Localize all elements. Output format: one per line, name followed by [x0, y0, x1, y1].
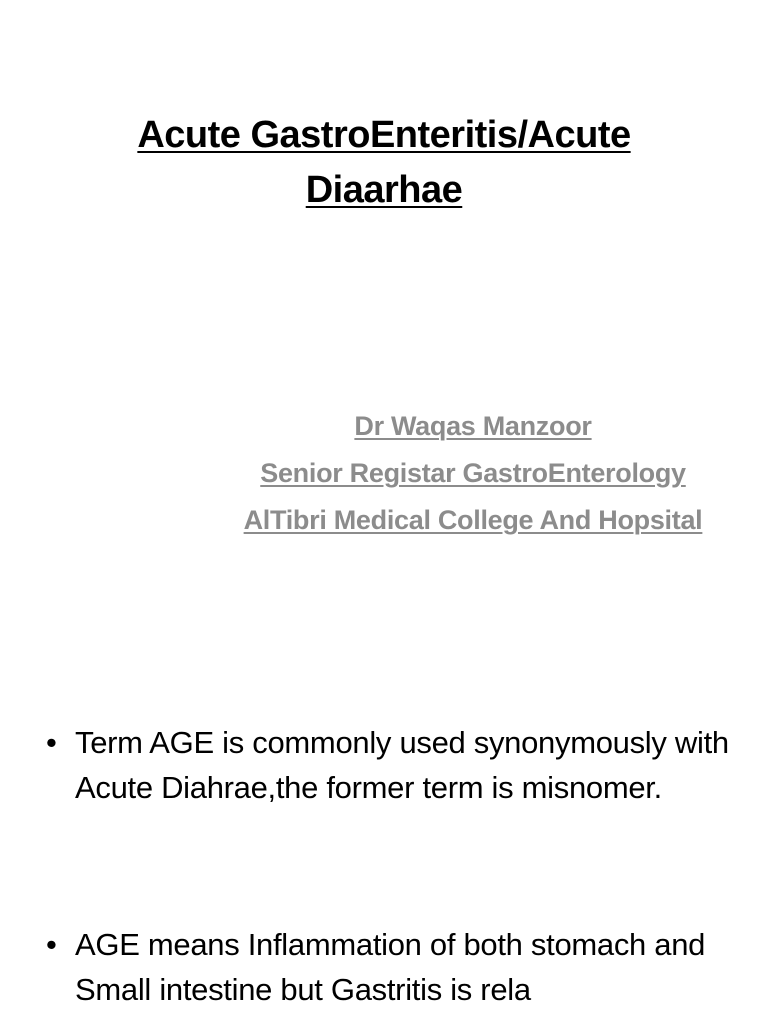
slide-title-line-2: Diaarhae [305, 169, 463, 211]
bullet-dot: • [46, 927, 57, 962]
bullet-text: Term AGE is commonly used synonymously with Acute Diahrae,the former term is misnomer. [75, 725, 729, 805]
author-institution: AlTibri Medical College And Hopsital [243, 505, 703, 535]
bullet-item [0, 922, 768, 1012]
bullet-item [0, 720, 768, 810]
author-position: Senior Registar GastroEnterology [260, 458, 686, 488]
content-slide [0, 672, 768, 1024]
slide-title [0, 108, 768, 218]
slide-title-line-1: Acute GastroEnteritis/Acute [137, 114, 631, 156]
author-block [150, 403, 768, 544]
bullet-list [0, 720, 768, 1012]
author-name: Dr Waqas Manzoor [354, 411, 592, 441]
bullet-dot: • [46, 725, 57, 760]
bullet-text: AGE means Inflammation of both stomach and Small intestine but Gastritis is rela [75, 927, 706, 1007]
